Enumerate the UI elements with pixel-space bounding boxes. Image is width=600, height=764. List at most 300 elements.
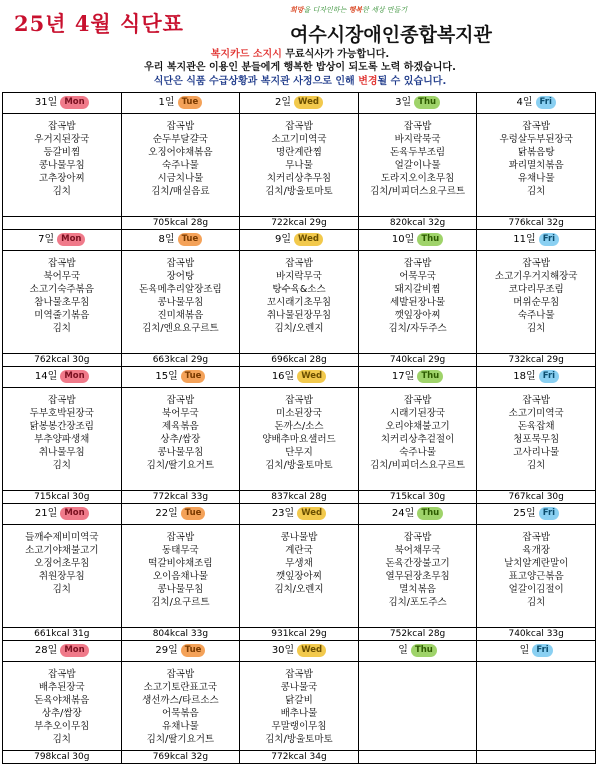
day-menu-cell bbox=[358, 388, 477, 491]
day-menu-cell bbox=[240, 662, 359, 751]
menu-item: 양배추마요샐러드 bbox=[262, 434, 336, 445]
day-date: 1일 bbox=[158, 97, 175, 108]
day-header-cell bbox=[121, 93, 240, 114]
menu-item: 표고양근볶음 bbox=[508, 571, 564, 582]
kcal-cell bbox=[121, 491, 240, 504]
menu-item: 등갈비찜 bbox=[43, 147, 81, 158]
menu-item: 김치 bbox=[52, 460, 71, 471]
menu-item: 잡곡밥 bbox=[285, 121, 313, 132]
menu-item: 김치/포도주스 bbox=[388, 597, 447, 608]
menu-item: 치커리상추겉절이 bbox=[380, 434, 455, 445]
kcal-cell bbox=[3, 751, 122, 764]
day-header-cell bbox=[121, 230, 240, 251]
menu-item: 바지락묵국 bbox=[394, 134, 441, 145]
menu-item: 돈육잡채 bbox=[517, 421, 555, 432]
menu-list bbox=[122, 662, 240, 746]
day-date: 16일 bbox=[271, 371, 295, 382]
day-menu-cell bbox=[358, 525, 477, 628]
menu-item: 잡곡밥 bbox=[48, 669, 76, 680]
day-menu-cell bbox=[121, 388, 240, 491]
menu-item: 고추장아찌 bbox=[38, 173, 85, 184]
menu-item: 오징어초무침 bbox=[34, 558, 90, 569]
kcal-value: 705kcal 28g bbox=[152, 218, 209, 228]
week-kcal-row bbox=[3, 628, 596, 641]
menu-item: 꼬시래기초무침 bbox=[266, 297, 332, 308]
menu-item: 김치/오렌지 bbox=[274, 584, 324, 595]
day-date: 30일 bbox=[271, 645, 295, 656]
day-menu-cell bbox=[121, 251, 240, 354]
menu-item: 유채나물 bbox=[517, 173, 555, 184]
menu-list bbox=[477, 114, 595, 198]
menu-item: 잡곡밥 bbox=[48, 395, 76, 406]
notice-text: 될 수 있습니다. bbox=[377, 76, 447, 87]
weekday-badge: Wed bbox=[297, 370, 326, 383]
kcal-cell bbox=[358, 751, 477, 764]
kcal-value: 769kcal 32g bbox=[152, 752, 209, 762]
notice-text: 식단은 식품 수급상황과 복지관 사정으로 인해 bbox=[153, 76, 359, 87]
kcal-cell bbox=[3, 491, 122, 504]
menu-item: 소고기숙주볶음 bbox=[29, 284, 94, 295]
menu-item: 진미채볶음 bbox=[157, 310, 204, 321]
menu-item: 꽈리멸치볶음 bbox=[508, 160, 564, 171]
day-menu-cell bbox=[3, 525, 122, 628]
menu-item: 두부호박된장국 bbox=[29, 408, 94, 419]
weekday-badge: Fri bbox=[539, 507, 559, 520]
weekday-badge: Wed bbox=[297, 644, 326, 657]
menu-item: 시래기된장국 bbox=[390, 408, 446, 419]
day-menu-cell bbox=[3, 251, 122, 354]
kcal-cell bbox=[121, 751, 240, 764]
menu-item: 우거지된장국 bbox=[34, 134, 90, 145]
menu-item: 코다리무조림 bbox=[508, 284, 564, 295]
menu-list bbox=[122, 114, 240, 198]
menu-item: 돼지갈비찜 bbox=[394, 284, 441, 295]
kcal-value: 931kcal 29g bbox=[271, 629, 327, 639]
menu-item: 배추된장국 bbox=[38, 682, 85, 693]
weekday-badge: Mon bbox=[60, 507, 88, 520]
menu-list bbox=[3, 662, 121, 746]
kcal-value: 722kcal 29g bbox=[271, 218, 327, 228]
menu-item: 소고기토란표고국 bbox=[143, 682, 218, 693]
menu-list bbox=[122, 525, 240, 609]
menu-item: 잡곡밥 bbox=[48, 258, 76, 269]
menu-item: 돈육간장불고기 bbox=[385, 558, 450, 569]
kcal-value: 772kcal 33g bbox=[152, 492, 209, 502]
menu-item: 콩나물무침 bbox=[157, 584, 204, 595]
day-header-cell bbox=[240, 641, 359, 662]
day-menu-cell bbox=[3, 114, 122, 217]
menu-list bbox=[477, 388, 595, 472]
menu-item: 시금치나물 bbox=[157, 173, 204, 184]
menu-item: 김치/오렌지 bbox=[274, 323, 324, 334]
menu-item: 어묵볶음 bbox=[162, 708, 199, 719]
menu-item: 무말랭이무침 bbox=[271, 721, 327, 732]
menu-item: 김치 bbox=[52, 734, 71, 745]
menu-item: 부추오이무침 bbox=[34, 721, 90, 732]
menu-list bbox=[240, 114, 358, 198]
weekday-badge: Mon bbox=[60, 644, 88, 657]
menu-item: 취나물무침 bbox=[38, 447, 85, 458]
menu-item: 잡곡밥 bbox=[48, 121, 76, 132]
weekday-badge: Wed bbox=[297, 507, 326, 520]
day-menu-cell bbox=[358, 662, 477, 751]
day-menu-cell bbox=[240, 114, 359, 217]
day-date: 23일 bbox=[271, 508, 295, 519]
kcal-value: 837kcal 28g bbox=[271, 492, 327, 502]
menu-list bbox=[477, 525, 595, 609]
kcal-value: 715kcal 30g bbox=[34, 492, 90, 502]
kcal-value: 663kcal 29g bbox=[152, 355, 209, 365]
slogan-part: 행복 bbox=[348, 6, 363, 14]
notice-line-3 bbox=[0, 75, 600, 88]
menu-item: 소고기우거지해장국 bbox=[494, 271, 578, 282]
menu-item: 김치 bbox=[527, 186, 546, 197]
menu-list bbox=[359, 662, 477, 668]
weekday-badge: Mon bbox=[60, 96, 88, 109]
kcal-cell bbox=[358, 491, 477, 504]
menu-item: 바지락무국 bbox=[276, 271, 322, 282]
menu-item: 돈육야채볶음 bbox=[34, 695, 90, 706]
day-header-cell bbox=[358, 641, 477, 662]
week-day-row bbox=[3, 230, 596, 251]
day-date: 11일 bbox=[513, 234, 536, 245]
menu-item: 김치/딸기요거트 bbox=[146, 734, 215, 745]
menu-item: 미소된장국 bbox=[276, 408, 322, 419]
day-header-cell bbox=[240, 504, 359, 525]
menu-item: 어묵무국 bbox=[399, 271, 436, 282]
kcal-value: 732kcal 29g bbox=[508, 355, 564, 365]
week-day-row bbox=[3, 367, 596, 388]
menu-item: 콩나물국 bbox=[280, 682, 318, 693]
day-date: 7일 bbox=[38, 234, 55, 245]
menu-item: 치커리상추무침 bbox=[266, 173, 332, 184]
menu-item: 북어무국 bbox=[162, 408, 199, 419]
menu-item: 떡갈비야채조림 bbox=[148, 558, 213, 569]
menu-item: 돈육두부조림 bbox=[390, 147, 446, 158]
kcal-cell bbox=[358, 354, 477, 367]
menu-item: 잡곡밥 bbox=[403, 532, 432, 543]
menu-item: 머위순무침 bbox=[513, 297, 560, 308]
day-header-cell bbox=[477, 367, 596, 388]
menu-item: 김치/매실음료 bbox=[151, 186, 210, 197]
day-date: 10일 bbox=[391, 234, 415, 245]
day-header-cell bbox=[477, 93, 596, 114]
kcal-value: 762kcal 30g bbox=[34, 355, 90, 365]
menu-item: 청포묵무침 bbox=[513, 434, 560, 445]
menu-item: 북어무국 bbox=[43, 271, 81, 282]
weekday-badge: Tue bbox=[181, 507, 206, 520]
day-header-cell bbox=[240, 367, 359, 388]
menu-item: 잡곡밥 bbox=[403, 258, 432, 269]
week-day-row bbox=[3, 641, 596, 662]
menu-item: 김치/비피더스요구르트 bbox=[370, 460, 466, 471]
menu-list bbox=[240, 388, 358, 472]
day-menu-cell bbox=[358, 114, 477, 217]
week-food-row bbox=[3, 114, 596, 217]
day-menu-cell bbox=[240, 388, 359, 491]
notice-highlight: 변경 bbox=[358, 76, 378, 87]
day-date: 28일 bbox=[34, 645, 58, 656]
day-header-cell bbox=[121, 641, 240, 662]
menu-item: 콩나물무침 bbox=[157, 297, 204, 308]
day-date: 25일 bbox=[513, 508, 536, 519]
day-header-cell bbox=[3, 230, 122, 251]
menu-item: 잡곡밥 bbox=[285, 258, 313, 269]
day-header-cell bbox=[477, 230, 596, 251]
day-menu-cell bbox=[121, 662, 240, 751]
day-header-cell bbox=[121, 504, 240, 525]
day-date: 29일 bbox=[155, 645, 178, 656]
menu-list bbox=[122, 388, 240, 472]
menu-item: 김치/방울토마토 bbox=[265, 734, 333, 745]
kcal-cell bbox=[121, 628, 240, 641]
menu-item: 육개장 bbox=[522, 545, 550, 556]
menu-item: 오리야채불고기 bbox=[385, 421, 450, 432]
kcal-cell bbox=[240, 354, 359, 367]
menu-item: 김치 bbox=[52, 186, 71, 197]
day-menu-cell bbox=[121, 114, 240, 217]
menu-item: 계란국 bbox=[285, 545, 313, 556]
weekday-badge: Fri bbox=[532, 644, 552, 657]
slogan bbox=[290, 5, 407, 15]
day-header-cell bbox=[3, 367, 122, 388]
week-food-row bbox=[3, 251, 596, 354]
day-header-cell bbox=[3, 504, 122, 525]
day-header-cell bbox=[477, 641, 596, 662]
weekday-badge: Thu bbox=[417, 370, 443, 383]
weekday-badge: Thu bbox=[417, 507, 443, 520]
day-menu-cell bbox=[3, 662, 122, 751]
day-header-cell bbox=[358, 504, 477, 525]
menu-list bbox=[3, 388, 121, 472]
menu-item: 김치/방울토마토 bbox=[265, 186, 333, 197]
weekday-badge: Mon bbox=[60, 370, 88, 383]
day-header-cell bbox=[240, 93, 359, 114]
menu-item: 잡곡밥 bbox=[522, 121, 550, 132]
center-name: 여수시장애인종합복지관 bbox=[290, 24, 492, 46]
menu-item: 무나물 bbox=[285, 160, 313, 171]
day-date: 일 bbox=[519, 645, 530, 656]
slogan-part: 희망 bbox=[290, 6, 304, 14]
menu-item: 김치/엔요요구르트 bbox=[142, 323, 219, 334]
day-menu-cell bbox=[477, 525, 596, 628]
slogan-part: 한 세상 만들기 bbox=[362, 6, 408, 14]
kcal-value: 767kcal 30g bbox=[508, 492, 564, 502]
menu-item: 닭봉봉간장조림 bbox=[29, 421, 94, 432]
week-day-row bbox=[3, 504, 596, 525]
menu-item: 김치 bbox=[527, 460, 546, 471]
week-kcal-row bbox=[3, 491, 596, 504]
kcal-cell bbox=[3, 217, 122, 230]
menu-item: 부추양파생채 bbox=[34, 434, 90, 445]
weekday-badge: Tue bbox=[181, 644, 206, 657]
day-date: 24일 bbox=[391, 508, 415, 519]
menu-item: 잡곡밥 bbox=[285, 669, 313, 680]
kcal-cell bbox=[240, 491, 359, 504]
menu-item: 김치 bbox=[527, 597, 546, 608]
menu-list bbox=[3, 525, 121, 596]
kcal-cell bbox=[358, 628, 477, 641]
day-header-cell bbox=[3, 641, 122, 662]
menu-item: 잡곡밥 bbox=[166, 258, 195, 269]
menu-list bbox=[3, 251, 121, 335]
notice-line-2: 우리 복지관은 이용인 분들에게 행복한 밥상이 되도록 노력 하겠습니다. bbox=[144, 62, 456, 73]
day-header-cell bbox=[121, 367, 240, 388]
day-date: 4일 bbox=[516, 97, 533, 108]
menu-item: 잡곡밥 bbox=[522, 258, 550, 269]
menu-item: 김치/방울토마토 bbox=[265, 460, 333, 471]
day-date: 22일 bbox=[155, 508, 178, 519]
day-header-cell bbox=[358, 230, 477, 251]
menu-item: 김치/딸기요거트 bbox=[146, 460, 215, 471]
menu-item: 김치/요구르트 bbox=[151, 597, 210, 608]
slogan-part: 을 디자인하는 bbox=[303, 6, 349, 14]
notice-text: 무료식사가 가능합니다. bbox=[281, 49, 390, 60]
menu-item: 콩나물무침 bbox=[38, 160, 85, 171]
kcal-cell bbox=[3, 628, 122, 641]
menu-item: 도라지오이초무침 bbox=[380, 173, 455, 184]
weekday-badge: Tue bbox=[178, 233, 203, 246]
menu-item: 동태무국 bbox=[162, 545, 199, 556]
menu-item: 숙주나물 bbox=[162, 160, 199, 171]
menu-item: 세발된장나물 bbox=[390, 297, 446, 308]
menu-item: 배추나물 bbox=[280, 708, 318, 719]
menu-item: 취원장무침 bbox=[38, 571, 85, 582]
kcal-cell bbox=[121, 217, 240, 230]
kcal-value: 798kcal 30g bbox=[34, 752, 90, 762]
kcal-value: 776kcal 32g bbox=[508, 218, 564, 228]
menu-item: 참나물초무침 bbox=[34, 297, 90, 308]
menu-item: 생선까스/타르소스 bbox=[142, 695, 219, 706]
weekday-badge: Tue bbox=[178, 96, 203, 109]
week-day-row bbox=[3, 93, 596, 114]
kcal-cell bbox=[477, 628, 596, 641]
day-menu-cell bbox=[358, 251, 477, 354]
menu-item: 소고기미역국 bbox=[508, 408, 564, 419]
day-date: 31일 bbox=[34, 97, 58, 108]
kcal-value: 772kcal 34g bbox=[271, 752, 327, 762]
menu-item: 미역줄기볶음 bbox=[34, 310, 90, 321]
menu-item: 김치/비피더스요구르트 bbox=[370, 186, 466, 197]
week-food-row bbox=[3, 525, 596, 628]
menu-item: 콩나물밥 bbox=[280, 532, 318, 543]
menu-item: 닭볶음탕 bbox=[517, 147, 555, 158]
menu-item: 닭갈비 bbox=[285, 695, 313, 706]
menu-item: 돈육메추리알장조림 bbox=[139, 284, 222, 295]
weekday-badge: Tue bbox=[181, 370, 206, 383]
menu-item: 오이음채나물 bbox=[152, 571, 208, 582]
kcal-cell bbox=[3, 354, 122, 367]
kcal-cell bbox=[477, 491, 596, 504]
menu-item: 무생채 bbox=[285, 558, 313, 569]
menu-item: 오징어야채볶음 bbox=[148, 147, 213, 158]
menu-item: 소고기야채불고기 bbox=[25, 545, 99, 556]
weekday-badge: Fri bbox=[539, 233, 559, 246]
day-menu-cell bbox=[240, 525, 359, 628]
kcal-cell bbox=[240, 217, 359, 230]
day-header-cell bbox=[240, 230, 359, 251]
kcal-value: 752kcal 28g bbox=[389, 629, 446, 639]
menu-item: 취나물된장무침 bbox=[266, 310, 332, 321]
day-header-cell bbox=[358, 93, 477, 114]
menu-item: 잡곡밥 bbox=[166, 669, 195, 680]
kcal-value: 696kcal 28g bbox=[271, 355, 327, 365]
day-date: 3일 bbox=[395, 97, 412, 108]
menu-item: 콩나물무침 bbox=[157, 447, 204, 458]
menu-list bbox=[359, 251, 477, 335]
menu-item: 상추/쌈장 bbox=[41, 708, 82, 719]
menu-item: 잡곡밥 bbox=[403, 395, 432, 406]
week-kcal-row bbox=[3, 354, 596, 367]
kcal-value: 740kcal 33g bbox=[508, 629, 564, 639]
day-date: 2일 bbox=[275, 97, 292, 108]
menu-list bbox=[359, 114, 477, 198]
kcal-cell bbox=[477, 751, 596, 764]
weekday-badge: Wed bbox=[294, 233, 323, 246]
day-header-cell bbox=[3, 93, 122, 114]
kcal-cell bbox=[358, 217, 477, 230]
day-menu-cell bbox=[3, 388, 122, 491]
weekday-badge: Fri bbox=[539, 370, 559, 383]
menu-item: 김치/자두주스 bbox=[388, 323, 447, 334]
day-date: 14일 bbox=[34, 371, 58, 382]
notice-line-1 bbox=[0, 48, 600, 61]
day-menu-cell bbox=[477, 388, 596, 491]
weekday-badge: Thu bbox=[417, 233, 443, 246]
menu-list bbox=[359, 388, 477, 472]
day-date: 일 bbox=[398, 645, 408, 656]
day-header-cell bbox=[477, 504, 596, 525]
menu-item: 상추/쌈장 bbox=[160, 434, 201, 445]
day-date: 8일 bbox=[158, 234, 175, 245]
weekday-badge: Thu bbox=[411, 644, 437, 657]
menu-item: 잡곡밥 bbox=[166, 395, 195, 406]
weekday-badge: Wed bbox=[294, 96, 323, 109]
menu-item: 명란계란찜 bbox=[276, 147, 322, 158]
menu-item: 잡곡밥 bbox=[522, 395, 550, 406]
menu-item: 단무지 bbox=[285, 447, 313, 458]
menu-list bbox=[240, 662, 358, 746]
menu-item: 유채나물 bbox=[162, 721, 199, 732]
menu-item: 들깨수제비미역국 bbox=[25, 532, 99, 543]
kcal-value: 820kcal 32g bbox=[389, 218, 446, 228]
menu-item: 우렁살두부된장국 bbox=[499, 134, 573, 145]
day-date: 18일 bbox=[513, 371, 536, 382]
menu-item: 장어탕 bbox=[166, 271, 195, 282]
weekday-badge: Fri bbox=[536, 96, 556, 109]
menu-item: 잡곡밥 bbox=[403, 121, 432, 132]
day-date: 15일 bbox=[155, 371, 178, 382]
day-date: 9일 bbox=[275, 234, 292, 245]
page-title: 25년 4월 식단표 bbox=[14, 11, 184, 36]
menu-item: 순두부달걀국 bbox=[152, 134, 208, 145]
weekday-badge: Mon bbox=[57, 233, 85, 246]
menu-list bbox=[240, 251, 358, 335]
menu-item: 얼갈이김절이 bbox=[508, 584, 564, 595]
kcal-cell bbox=[240, 751, 359, 764]
menu-item: 숙주나물 bbox=[399, 447, 436, 458]
menu-item: 잡곡밥 bbox=[522, 532, 550, 543]
menu-item: 김치 bbox=[527, 323, 546, 334]
menu-item: 고사리나물 bbox=[513, 447, 560, 458]
day-header-cell bbox=[358, 367, 477, 388]
week-food-row bbox=[3, 388, 596, 491]
day-menu-cell bbox=[477, 114, 596, 217]
menu-item: 숙주나물 bbox=[517, 310, 555, 321]
menu-item: 깻잎장아찌 bbox=[276, 571, 322, 582]
menu-list bbox=[477, 662, 595, 668]
menu-item: 멸치볶음 bbox=[399, 584, 436, 595]
